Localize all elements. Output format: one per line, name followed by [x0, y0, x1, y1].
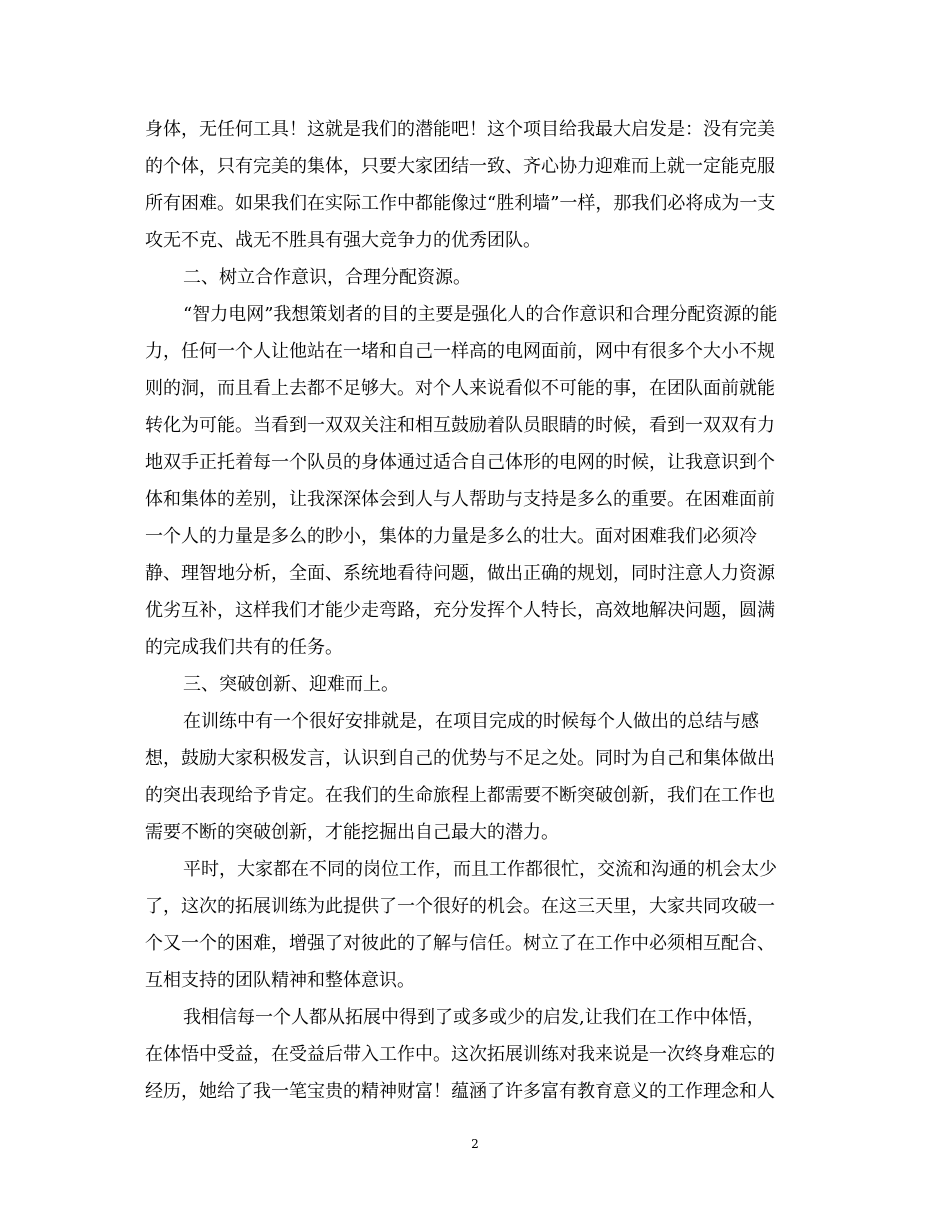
text-line: 力，任何一个人让他站在一堵和自己一样高的电网面前，网中有很多个大小不规	[145, 341, 775, 362]
text-line: 转化为可能。当看到一双双关注和相互鼓励着队员眼睛的时候，看到一双双有力	[145, 415, 775, 436]
text-line: 所有困难。如果我们在实际工作中都能像过“胜利墙”一样，那我们必将成为一支	[145, 193, 776, 214]
text-line: 的完成我们共有的任务。	[145, 637, 343, 658]
text-line: 了，这次的拓展训练为此提供了一个很好的机会。在这三天里，大家共同攻破一	[145, 896, 775, 917]
text-line: 优劣互补，这样我们才能少走弯路，充分发挥个人特长，高效地解决问题，圆满	[145, 600, 775, 621]
text-line: 想，鼓励大家积极发言，认识到自己的优势与不足之处。同时为自己和集体做出	[145, 748, 775, 769]
text-line: “智力电网”我想策划者的目的主要是强化人的合作意识和合理分配资源的能	[183, 304, 778, 325]
text-line: 在体悟中受益，在受益后带入工作中。这次拓展训练对我来说是一次终身难忘的	[145, 1044, 775, 1065]
text-line: 的突出表现给予肯定。在我们的生命旅程上都需要不断突破创新，我们在工作也	[145, 785, 775, 806]
text-line: 需要不断的突破创新，才能挖掘出自己最大的潜力。	[145, 822, 559, 843]
text-line: 经历，她给了我一笔宝贵的精神财富！蕴涵了许多富有教育意义的工作理念和人	[145, 1081, 775, 1102]
text-line: 我相信每一个人都从拓展中得到了或多或少的启发,让我们在工作中体悟，	[183, 1007, 765, 1028]
section-heading: 三、突破创新、迎难而上。	[183, 674, 399, 695]
text-line: 在训练中有一个很好安排就是，在项目完成的时候每个人做出的总结与感	[183, 711, 759, 732]
text-line: 攻无不克、战无不胜具有强大竞争力的优秀团队。	[145, 230, 541, 251]
text-line: 互相支持的团队精神和整体意识。	[145, 970, 415, 991]
text-line: 静、理智地分析，全面、系统地看待问题，做出正确的规划，同时注意人力资源	[145, 563, 775, 584]
text-line: 身体，无任何工具！这就是我们的潜能吧！这个项目给我最大启发是：没有完美	[145, 119, 775, 140]
text-line: 平时，大家都在不同的岗位工作，而且工作都很忙，交流和沟通的机会太少	[183, 859, 777, 880]
section-heading: 二、树立合作意识，合理分配资源。	[183, 267, 471, 288]
text-line: 的个体，只有完美的集体，只要大家团结一致、齐心协力迎难而上就一定能克服	[145, 156, 775, 177]
text-line: 个又一个的困难，增强了对彼此的了解与信任。树立了在工作中必须相互配合、	[145, 933, 775, 954]
text-line: 体和集体的差别，让我深深体会到人与人帮助与支持是多么的重要。在困难面前	[145, 489, 775, 510]
text-line: 一个人的力量是多么的眇小，集体的力量是多么的壮大。面对困难我们必须冷	[145, 526, 757, 547]
text-line: 地双手正托着每一个队员的身体通过适合自己体形的电网的时候，让我意识到个	[145, 452, 775, 473]
page-number: 2	[471, 1137, 479, 1151]
text-line: 则的洞，而且看上去都不足够大。对个人来说看似不可能的事，在团队面前就能	[145, 378, 775, 399]
